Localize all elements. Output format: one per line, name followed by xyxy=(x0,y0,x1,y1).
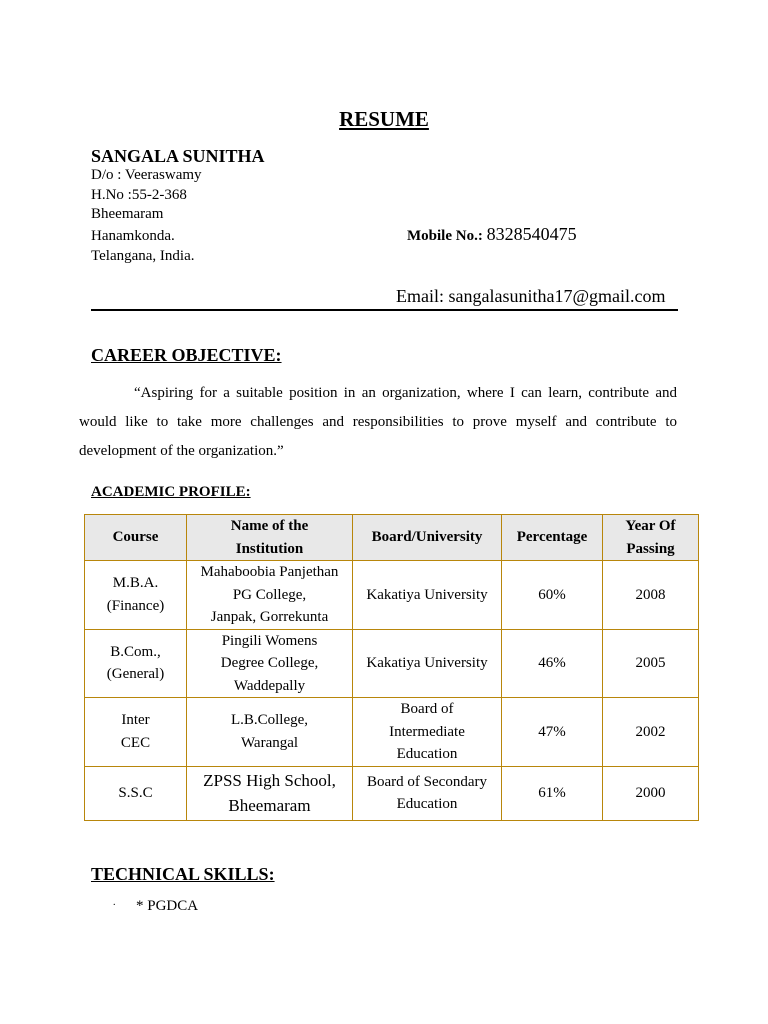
year-cell: 2005 xyxy=(603,629,699,698)
header-divider xyxy=(91,309,678,311)
skill-item: * PGDCA xyxy=(136,898,199,914)
technical-skills-heading: TECHNICAL SKILLS: xyxy=(91,864,275,884)
percentage-cell: 61% xyxy=(502,766,603,820)
course-cell: Inter CEC xyxy=(85,698,187,767)
table-row xyxy=(85,698,699,767)
table-row xyxy=(85,766,699,820)
column-header-institution: Name of the Institution xyxy=(187,515,353,561)
institution-cell: Pingili Womens Degree College, Waddepally xyxy=(187,629,353,698)
address-line-village: Bheemaram xyxy=(91,206,164,222)
address-line-house: H.No :55-2-368 xyxy=(91,187,187,203)
board-cell: Kakatiya University xyxy=(353,561,502,630)
mobile-number: 8328540475 xyxy=(486,224,577,244)
course-cell: B.Com., (General) xyxy=(85,629,187,698)
resume-title: RESUME xyxy=(339,107,429,131)
year-cell: 2000 xyxy=(603,766,699,820)
board-cell: Kakatiya University xyxy=(353,629,502,698)
academic-profile-table xyxy=(84,514,699,821)
percentage-cell: 60% xyxy=(502,561,603,630)
institution-cell: ZPSS High School, Bheemaram xyxy=(187,766,353,820)
institution-cell: L.B.College, Warangal xyxy=(187,698,353,767)
year-cell: 2002 xyxy=(603,698,699,767)
table-header-row xyxy=(85,515,699,561)
percentage-cell: 46% xyxy=(502,629,603,698)
course-cell: S.S.C xyxy=(85,766,187,820)
year-cell: 2008 xyxy=(603,561,699,630)
candidate-name: SANGALA SUNITHA xyxy=(91,146,265,166)
board-cell: Board of Secondary Education xyxy=(353,766,502,820)
address-line-town: Hanamkonda. xyxy=(91,228,175,244)
percentage-cell: 47% xyxy=(502,698,603,767)
email-contact: Email: sangalasunitha17@gmail.com xyxy=(396,286,666,306)
board-cell: Board of Intermediate Education xyxy=(353,698,502,767)
list-bullet: . xyxy=(113,897,116,908)
career-objective-text: “Aspiring for a suitable position in an organization, where I can learn, contribute and would like to take more challenges and responsibilities to prove myself and contribute to development of the organization.” xyxy=(79,385,677,459)
column-header-year: Year Of Passing xyxy=(603,515,699,561)
address-line-state: Telangana, India. xyxy=(91,248,195,264)
table-row xyxy=(85,561,699,630)
column-header-board: Board/University xyxy=(353,515,502,561)
academic-profile-heading: ACADEMIC PROFILE: xyxy=(91,484,251,500)
mobile-contact xyxy=(407,224,577,245)
institution-cell: Mahaboobia Panjethan PG College, Janpak, Gorrekunta xyxy=(187,561,353,630)
column-header-percentage: Percentage xyxy=(502,515,603,561)
table-row xyxy=(85,629,699,698)
course-cell: M.B.A. (Finance) xyxy=(85,561,187,630)
address-line-parent: D/o : Veeraswamy xyxy=(91,167,202,183)
career-objective-heading: CAREER OBJECTIVE: xyxy=(91,345,282,365)
column-header-course: Course xyxy=(85,515,187,561)
mobile-label: Mobile No.: xyxy=(407,228,483,244)
